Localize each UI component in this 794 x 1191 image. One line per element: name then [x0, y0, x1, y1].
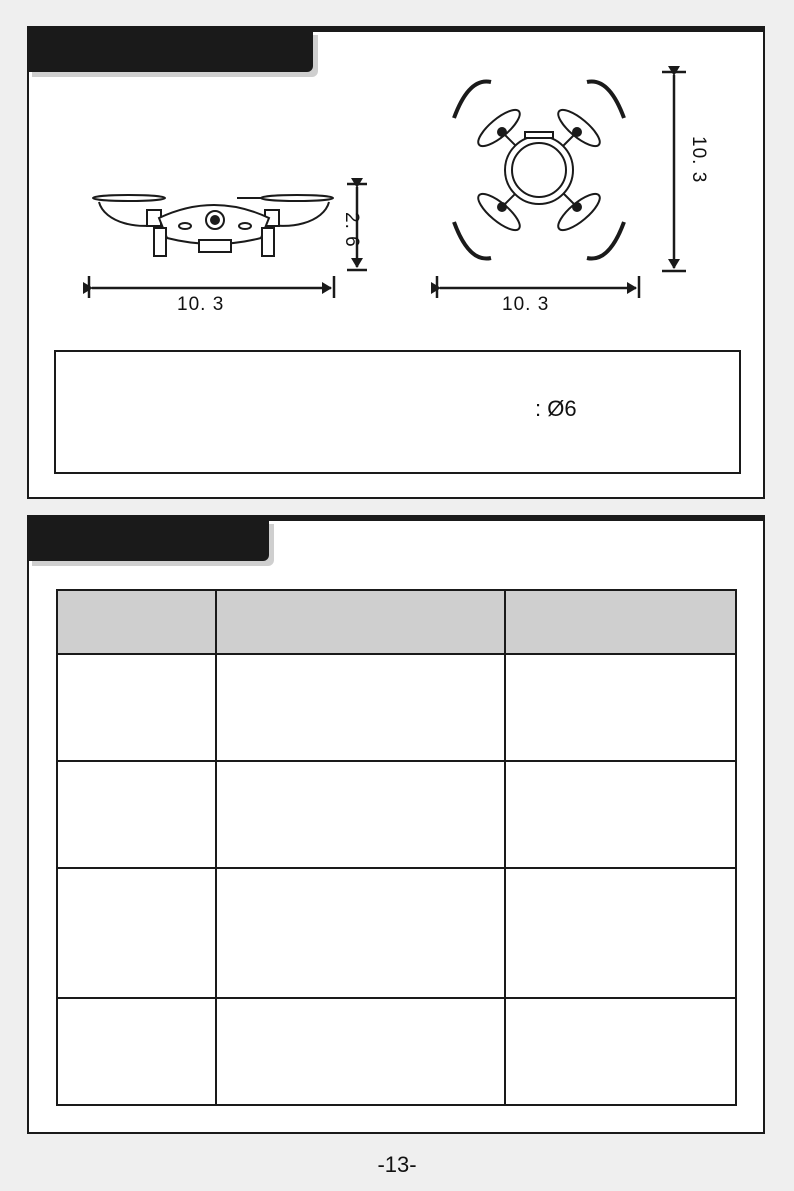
- top-width-label: 10. 3: [502, 294, 550, 315]
- table-row: [57, 654, 736, 761]
- table-header-cell: [505, 590, 736, 654]
- table-cell: [57, 868, 216, 998]
- table-cell: [216, 998, 505, 1105]
- table-cell: [57, 654, 216, 761]
- top-depth-dimension-line: [662, 72, 686, 271]
- table-header-cell: [57, 590, 216, 654]
- page-number: -13-: [377, 1152, 417, 1177]
- table-cell: [57, 761, 216, 868]
- table-cell: [216, 654, 505, 761]
- spec-table: [56, 589, 737, 1106]
- table-cell: [505, 761, 736, 868]
- table-cell: [505, 654, 736, 761]
- table-row: [57, 998, 736, 1105]
- table-cell: [505, 868, 736, 998]
- side-width-label: 10. 3: [177, 294, 225, 315]
- table-cell: [505, 998, 736, 1105]
- specification-note-box: [54, 350, 741, 474]
- table-panel: [27, 515, 765, 1134]
- table-header-row: [57, 590, 736, 654]
- drone-side-view-image: [93, 195, 333, 256]
- diameter-note: : Ø6: [535, 396, 577, 421]
- table-row: [57, 868, 736, 998]
- section-tab-table: [27, 519, 269, 561]
- table-cell: [57, 998, 216, 1105]
- dimension-diagrams: [29, 32, 763, 362]
- side-height-label: 2. 6: [341, 212, 362, 248]
- table-cell: [216, 868, 505, 998]
- drone-top-view-image: [454, 81, 624, 258]
- table-header-cell: [216, 590, 505, 654]
- top-depth-label: 10. 3: [688, 136, 709, 184]
- table-cell: [216, 761, 505, 868]
- table-row: [57, 761, 736, 868]
- dimensions-panel: [27, 26, 765, 499]
